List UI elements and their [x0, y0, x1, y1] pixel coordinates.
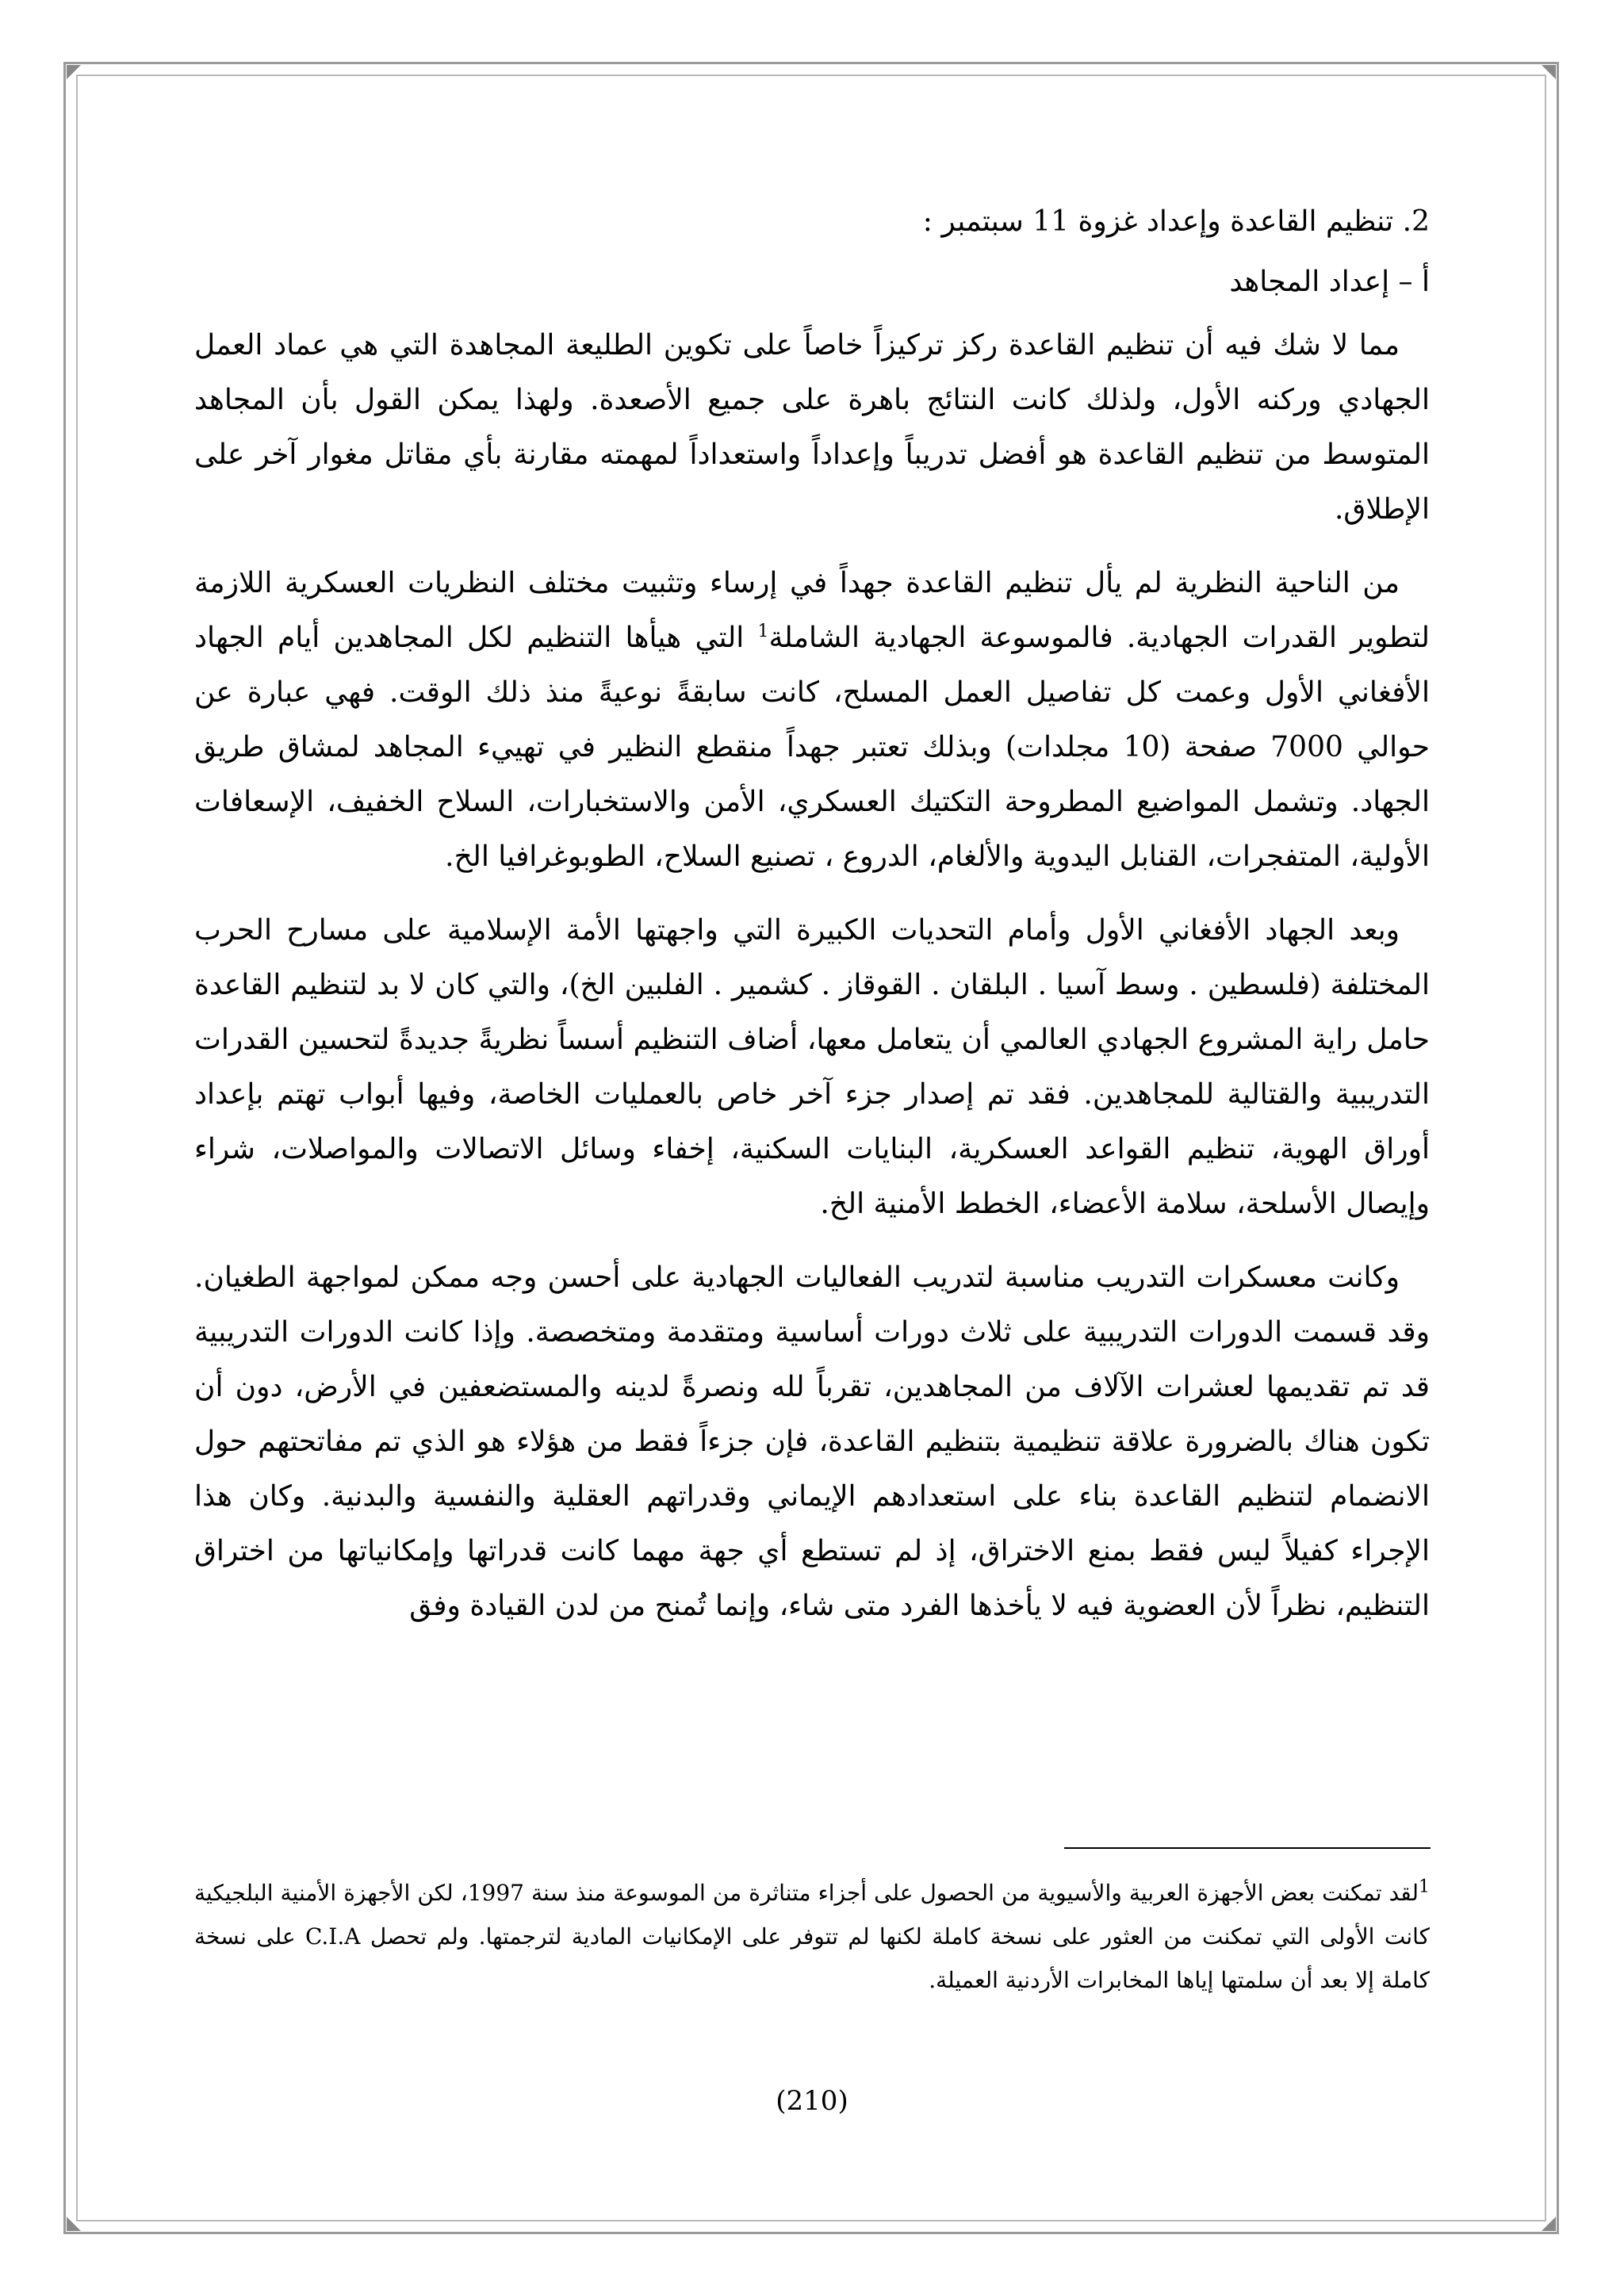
corner-ornament-top-right: [1542, 65, 1556, 79]
footnote: [194, 1871, 1430, 2002]
paragraph-2-part-2: التي هيأها التنظيم لكل المجاهدين أيام الجهاد الأفغاني الأول وعمت كل تفاصيل العمل المسلح، كانت سابقةً نوعيةً منذ ذلك الوقت. فهي عبارة عن حوالي 7000 صفحة (10 مجلدات) وبذلك تعتبر جهداً منقطع النظير في تهييء المجاهد لمشاق طريق الجهاد. وتشمل المواضيع المطروحة التكتيك العسكري، الأمن والاستخبارات، السلاح الخفيف، الإسعافات الأولية، المتفجرات، القنابل اليدوية والألغام، الدروع ، تصنيع السلاح، الطوبوغرافيا الخ.: [194, 622, 1431, 873]
section-heading: 2. تنظيم القاعدة وإعداد غزوة 11 سبتمبر :: [922, 205, 1430, 238]
corner-ornament-bottom-left: [67, 2217, 81, 2231]
main-text: [194, 194, 1430, 1633]
paragraph-1: مما لا شك فيه أن تنظيم القاعدة ركز تركيزاً خاصاً على تكوين الطليعة المجاهدة التي هي عماد العمل الجهادي وركنه الأول، ولذلك كانت النتائج باهرة على جميع الأصعدة. ولهذا يمكن القول بأن المجاهد المتوسط من تنظيم القاعدة هو أفضل تدريباً وإعداداً واستعداداً لمهمته مقارنة بأي مقاتل مغوار آخر على الإطلاق.: [194, 329, 1430, 526]
paragraph-4: وكانت معسكرات التدريب مناسبة لتدريب الفعاليات الجهادية على أحسن وجه ممكن لمواجهة الطغيان. وقد قسمت الدورات التدريبية على ثلاث دورات أساسية ومتقدمة ومتخصصة. وإذا كانت الدورات التدريبية قد تم تقديمها لعشرات الآلاف من المجاهدين، تقرباً لله ونصرةً لدينه والمستضعفين في الأرض، دون أن تكون هناك بالضرورة علاقة تنظيمية بتنظيم القاعدة، فإن جزءاً فقط من هؤلاء هو الذي تم مفاتحتهم حول الانضمام لتنظيم القاعدة بناء على استعدادهم الإيماني وقدراتهم العقلية والنفسية والبدنية. وكان هذا الإجراء كفيلاً ليس فقط بمنع الاختراق، إذ لم تستطع أي جهة مهما كانت قدراتها وإمكانياتها من اختراق التنظيم، نظراً لأن العضوية فيه لا يأخذها الفرد متى شاء، وإنما تُمنح من لدن القيادة وفق: [194, 1261, 1430, 1622]
section-subheading: أ – إعداد المجاهد: [1229, 266, 1430, 298]
paragraph-3: وبعد الجهاد الأفغاني الأول وأمام التحديات الكبيرة التي واجهتها الأمة الإسلامية على مسارح الحرب المختلفة (فلسطين . وسط آسيا . البلقان . القوقاز . كشمير . الفلبين الخ)، والتي كان لا بد لتنظيم القاعدة حامل راية المشروع الجهادي العالمي أن يتعامل معها، أضاف التنظيم أسساً نظريةً جديدةً لتحسين القدرات التدريبية والقتالية للمجاهدين. فقد تم إصدار جزء آخر خاص بالعمليات الخاصة، وفيها أبواب تهتم بإعداد أوراق الهوية، تنظيم القواعد العسكرية، البنايات السكنية، إخفاء وسائل الاتصالات والمواصلات، شراء وإيصال الأسلحة، سلامة الأعضاء، الخطط الأمنية الخ.: [194, 914, 1430, 1220]
footnote-separator: [1064, 1847, 1431, 1849]
paragraph-2-part-1: من الناحية النظرية لم يأل تنظيم القاعدة جهداً في إرساء وتثبيت مختلف النظريات العسكرية اللازمة لتطوير القدرات الجهادية. فالموسوعة الجهادية الشاملة: [194, 567, 1430, 654]
footnote-text: لقد تمكنت بعض الأجهزة العربية والأسيوية من الحصول على أجزاء متناثرة من الموسوعة منذ سنة 1997، لكن الأجهزة الأمنية البلجيكية كانت الأولى التي تمكنت من العثور على نسخة كاملة لكنها لم تتوفر على الإمكانيات المادية لترجمتها. ولم تحصل C.I.A على نسخة كاملة إلا بعد أن سلمتها إياها المخابرات الأردنية العميلة.: [194, 1880, 1430, 1993]
corner-ornament-top-left: [67, 65, 81, 79]
paragraph-2: [194, 556, 1430, 884]
corner-ornament-bottom-right: [1542, 2217, 1556, 2231]
page-number: (210): [776, 2085, 848, 2117]
footnote-marker: 1: [1419, 1877, 1430, 1897]
footnote-reference: 1: [757, 622, 769, 641]
